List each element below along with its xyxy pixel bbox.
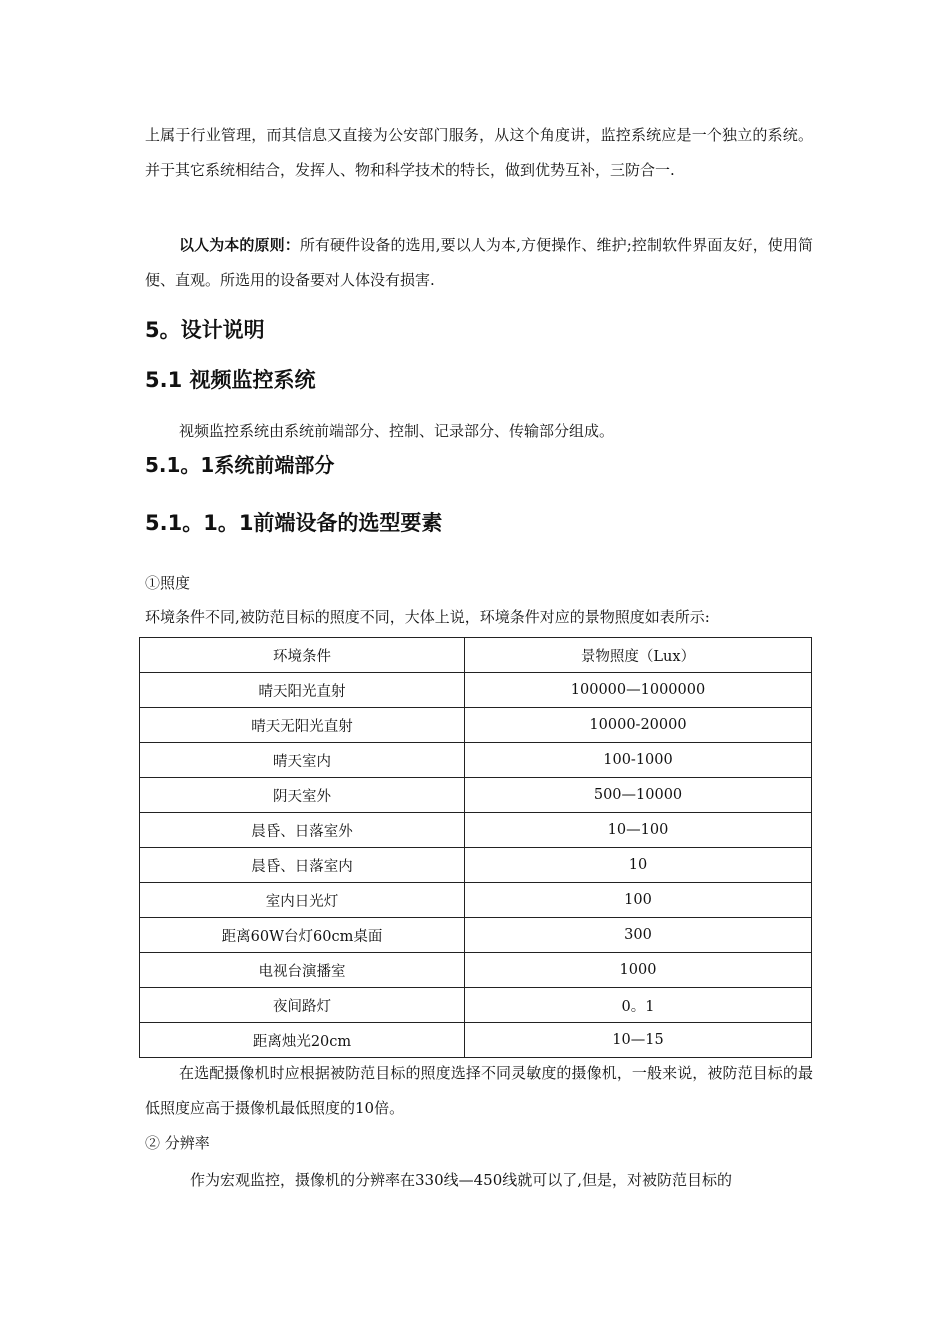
illuminance-table: [139, 637, 812, 1058]
table-row: [140, 813, 812, 848]
heading-selection-factors: 5.1。1。1前端设备的选型要素: [145, 511, 443, 535]
table-cell: 100000—1000000: [465, 673, 812, 708]
table-cell: 100-1000: [465, 743, 812, 778]
table-cell: 晴天无阳光直射: [140, 708, 465, 743]
table-cell: 10—100: [465, 813, 812, 848]
table-row: [140, 708, 812, 743]
table-row: [140, 1023, 812, 1058]
table-header-cell: 景物照度（Lux）: [465, 638, 812, 673]
heading-design-notes: 5。设计说明: [145, 318, 265, 342]
resolution-paragraph: 作为宏观监控，摄像机的分辨率在330线—450线就可以了,但是，对被防范目标的: [190, 1171, 733, 1189]
table-row: [140, 988, 812, 1023]
after-table-paragraph: 在选配摄像机时应根据被防范目标的照度选择不同灵敏度的摄像机，一般来说，被防范目标的最低照度应高于摄像机最低照度的10倍。: [145, 1064, 813, 1117]
table-cell: 300: [465, 918, 812, 953]
table-cell: 0。1: [465, 988, 812, 1023]
subheading-illuminance: ①照度: [145, 574, 191, 592]
heading-front-end: 5.1。1系统前端部分: [145, 453, 335, 477]
table-header-row: [140, 638, 812, 673]
table-cell: 100: [465, 883, 812, 918]
table-cell: 晨昏、日落室外: [140, 813, 465, 848]
table-cell: 10—15: [465, 1023, 812, 1058]
table-row: [140, 883, 812, 918]
illuminance-lead: 环境条件不同,被防范目标的照度不同，大体上说，环境条件对应的景物照度如表所示:: [145, 608, 710, 626]
table-row: [140, 673, 812, 708]
table-cell: 阴天室外: [140, 778, 465, 813]
principle-text: 所有硬件设备的选用,要以人为本,方便操作、维护;控制软件界面友好，使用简便、直观。所选用的设备要对人体没有损害.: [145, 236, 813, 289]
principle-paragraph: [145, 228, 813, 298]
table-cell: 电视台演播室: [140, 953, 465, 988]
subheading-resolution: ② 分辨率: [145, 1134, 210, 1152]
table-row: [140, 918, 812, 953]
table-cell: 距离60W台灯60cm桌面: [140, 918, 465, 953]
table-row: [140, 778, 812, 813]
table-cell: 晴天室内: [140, 743, 465, 778]
heading-video-monitoring: 5.1 视频监控系统: [145, 368, 316, 392]
continuation-paragraph: 上属于行业管理，而其信息又直接为公安部门服务，从这个角度讲，监控系统应是一个独立的系统。并于其它系统相结合，发挥人、物和科学技术的特长，做到优势互补，三防合一.: [145, 126, 813, 179]
table-cell: 10: [465, 848, 812, 883]
table-cell: 500—10000: [465, 778, 812, 813]
table-cell: 距离烛光20cm: [140, 1023, 465, 1058]
table-row: [140, 953, 812, 988]
principle-label: 以人为本的原则：: [179, 236, 300, 254]
table-cell: 室内日光灯: [140, 883, 465, 918]
intro-paragraph: 视频监控系统由系统前端部分、控制、记录部分、传输部分组成。: [179, 422, 615, 440]
table-row: [140, 743, 812, 778]
table-header-cell: 环境条件: [140, 638, 465, 673]
table-cell: 10000-20000: [465, 708, 812, 743]
table-row: [140, 848, 812, 883]
table-cell: 晨昏、日落室内: [140, 848, 465, 883]
table-cell: 1000: [465, 953, 812, 988]
table-cell: 夜间路灯: [140, 988, 465, 1023]
table-cell: 晴天阳光直射: [140, 673, 465, 708]
